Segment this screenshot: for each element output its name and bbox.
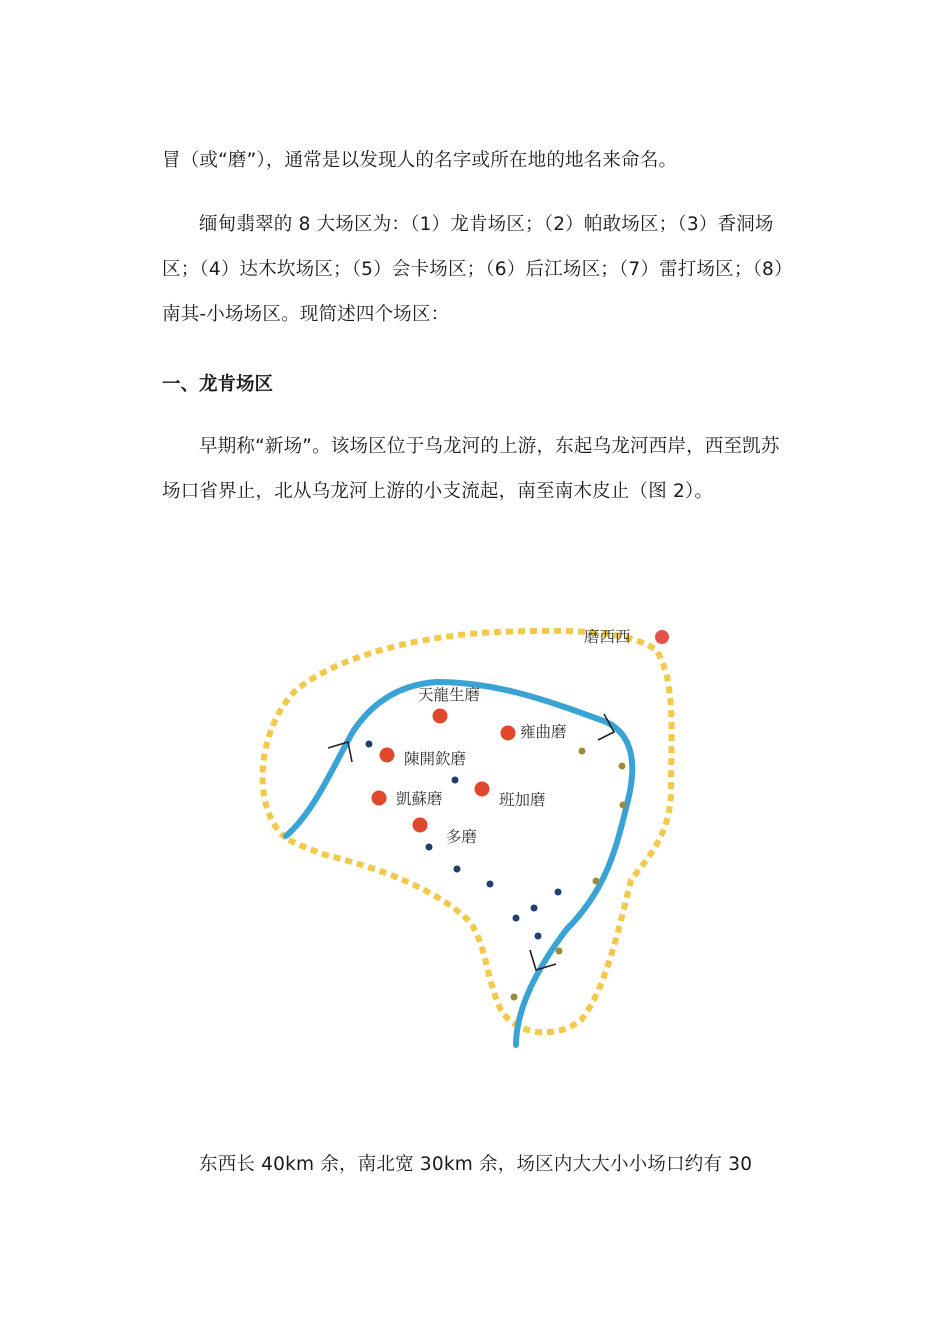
mine-marker-kaisu (372, 791, 387, 806)
label-tianlong: 天龍生磨 (418, 686, 481, 704)
paragraph-area-size: 东西长 40km 余，南北宽 30km 余，场区内大大小小场口约有 30 (199, 1154, 753, 1175)
mine-marker-yongqu (501, 726, 516, 741)
paragraph-longken-description: 早期称“新场”。该场区位于乌龙河的上游，东起乌龙河西岸，西至凯苏场口省界止，北从乌龙河上游的小支流起，南至南木皮止（图 2）。 (162, 436, 780, 502)
mine-marker-duomo (413, 818, 428, 833)
mine-marker-banjia (475, 782, 490, 797)
paragraph-continuation: 冒（或“磨”），通常是以发现人的名字或所在地的地名来命名。 (162, 150, 678, 171)
label-kaisu: 凱蘇磨 (396, 790, 443, 808)
longken-area-map (236, 590, 716, 1080)
label-chenkai: 陳開欽磨 (404, 750, 467, 768)
mine-marker-chenkai (380, 748, 395, 763)
section-heading-longken: 一、龙肯场区 (162, 374, 274, 395)
paragraph-eight-areas: 缅甸翡翠的 8 大场区为：（1）龙肯场区；（2）帕敢场区；（3）香洞场区；（4）达木坎场区；（5）会卡场区；（6）后江场区；（7）雷打场区；（8）南其-小场场区。现简述四个场区： (162, 214, 784, 325)
label-duomo: 多磨 (446, 828, 478, 846)
label-banjia: 班加磨 (499, 791, 546, 809)
mine-marker-moxixi (655, 630, 669, 644)
label-yongqu: 雍曲磨 (520, 723, 567, 741)
minor-mines (366, 741, 627, 1001)
river (286, 682, 632, 1045)
mine-marker-tianlong (433, 709, 448, 724)
label-moxixi: 磨西西 (584, 628, 631, 646)
